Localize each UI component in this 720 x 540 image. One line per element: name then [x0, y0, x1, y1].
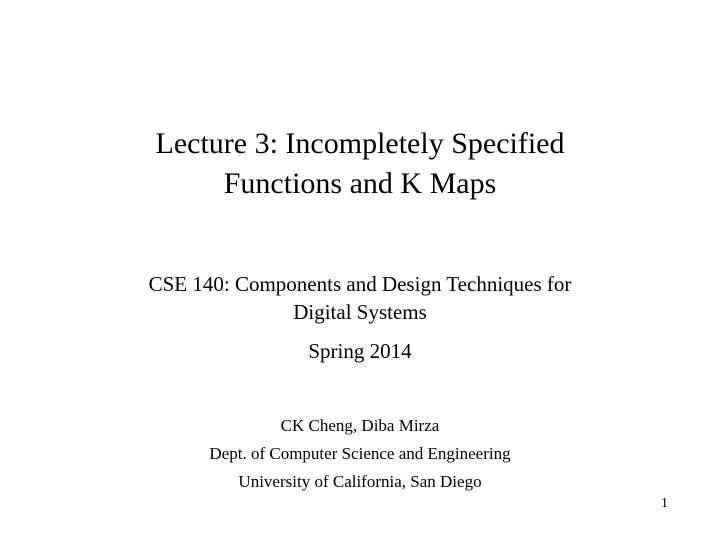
- author-names: CK Cheng, Diba Mirza: [280, 416, 440, 435]
- university: University of California, San Diego: [238, 472, 482, 491]
- course-name: [60, 270, 660, 326]
- page-number: 1: [661, 496, 668, 511]
- course-name-line-2: Digital Systems: [293, 300, 427, 324]
- slide-title-line-1: Lecture 3: Incompletely Specified: [155, 127, 565, 160]
- course-term: Spring 2014: [308, 339, 412, 363]
- course-name-line-1: CSE 140: Components and Design Techniques for: [148, 272, 572, 296]
- department: Dept. of Computer Science and Engineering: [209, 444, 511, 463]
- author-block: [60, 412, 660, 496]
- slide-title-line-2: Functions and K Maps: [223, 167, 497, 200]
- slide-title: [60, 124, 660, 204]
